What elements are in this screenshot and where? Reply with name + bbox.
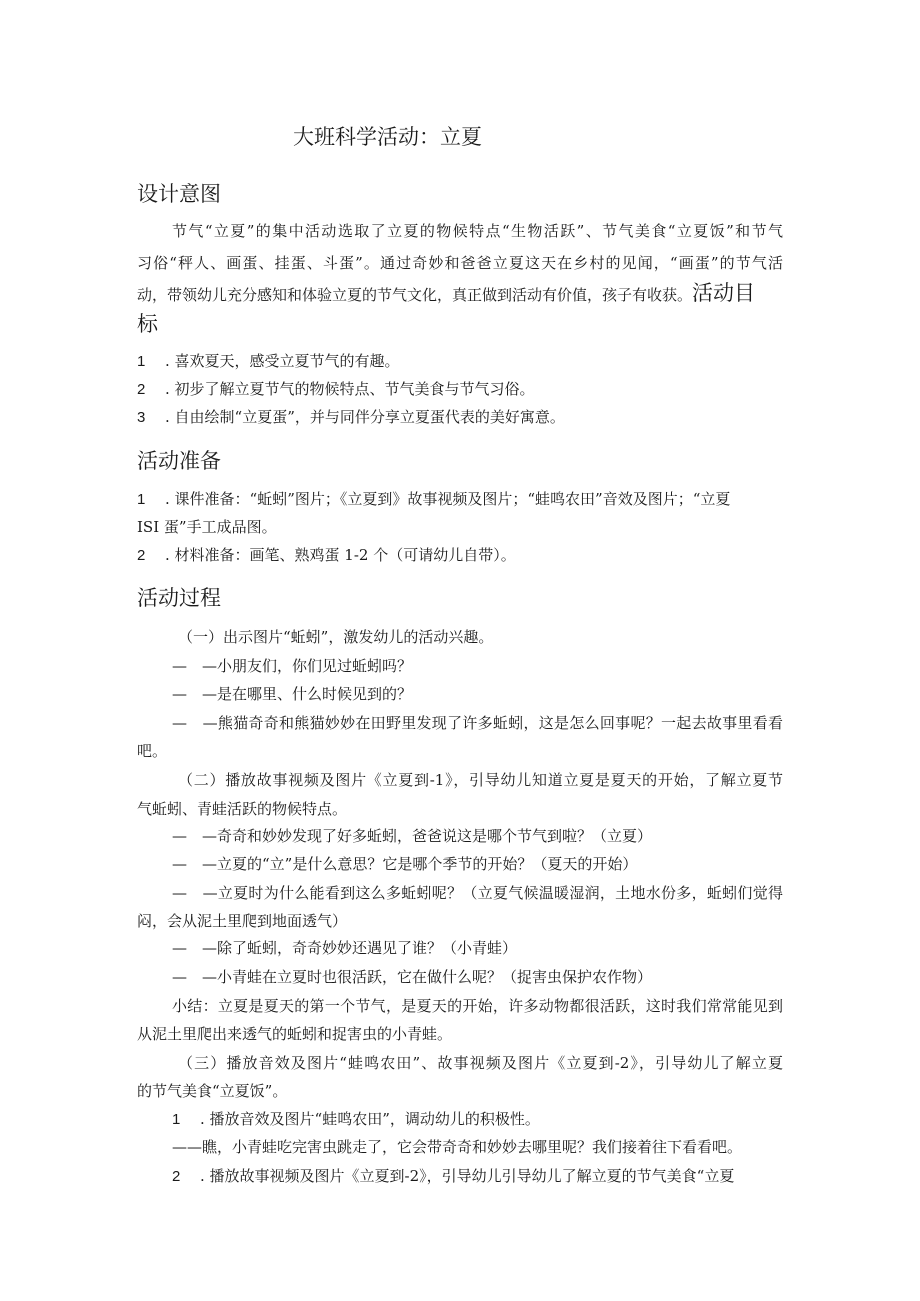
process-step-title: （三）播放音效及图片“蛙鸣农田”、故事视频及图片《立夏到-2》，引导幼儿了解立夏 [178, 1054, 783, 1072]
dialogue-line-continued: 闷，会从泥土里爬到地面透气） [137, 912, 348, 930]
design-paragraph-line: 习俗“秤人、画蛋、挂蛋、斗蛋”。通过奇妙和爸爸立夏这天在乡村的见闻，“画蛋”的节气活 [137, 254, 783, 272]
prep-text: . 材料准备：画笔、熟鸡蛋 1-2 个（可请幼儿自带）。 [165, 546, 516, 564]
sub-step-number: 2 [172, 1168, 181, 1185]
sub-step [172, 1109, 540, 1130]
goal-number: 3 [137, 409, 146, 426]
prep-item-continued: ISI 蛋”手工成品图。 [137, 518, 277, 536]
goal-number: 1 [137, 353, 146, 370]
prep-number: 1 [137, 491, 146, 508]
goal-number: 2 [137, 381, 146, 398]
section-heading-goals-continued: 标 [137, 312, 158, 336]
dialogue-line: — —小朋友们，你们见过蚯蚓吗？ [172, 657, 413, 675]
section-heading-process: 活动过程 [137, 586, 221, 610]
dialogue-line: ——瞧，小青蛙吃完害虫跳走了，它会带奇奇和妙妙去哪里呢？我们接着往下看看吧。 [172, 1138, 743, 1156]
dialogue-line: — —立夏时为什么能看到这么多蚯蚓呢？（立夏气候温暖湿润，土地水份多，蚯蚓们觉得 [172, 884, 783, 902]
prep-item [137, 489, 730, 510]
dialogue-line: — —立夏的“立”是什么意思？它是哪个季节的开始？（夏天的开始） [172, 855, 638, 873]
goal-text: . 喜欢夏天，感受立夏节气的有趣。 [165, 352, 400, 370]
process-step-title-continued: 的节气美食“立夏饭”。 [137, 1082, 288, 1100]
dialogue-line: — —小青蛙在立夏时也很活跃，它在做什么呢？（捉害虫保护农作物） [172, 968, 653, 986]
design-paragraph-text: 动，带领幼儿充分感知和体验立夏的节气文化，真正做到活动有价值，孩子有收获。 [137, 286, 693, 304]
section-heading-preparation: 活动准备 [137, 449, 221, 473]
process-step-title-continued: 气蚯蚓、青蛙活跃的物候特点。 [137, 800, 348, 818]
summary-line-continued: 从泥土里爬出来透气的蚯蚓和捉害虫的小青蛙。 [137, 1025, 453, 1043]
prep-item [137, 545, 516, 566]
dialogue-line: — —熊猫奇奇和熊猫妙妙在田野里发现了许多蚯蚓，这是怎么回事呢？一起去故事里看看 [172, 714, 783, 732]
document-title: 大班科学活动：立夏 [293, 125, 482, 149]
process-step-title: （一）出示图片“蚯蚓”，激发幼儿的活动兴趣。 [178, 628, 494, 646]
goal-item [137, 351, 400, 372]
design-paragraph-line: 节气“立夏”的集中活动选取了立夏的物候特点“生物活跃”、节气美食“立夏饭”和节气 [172, 222, 783, 240]
dialogue-line-continued: 吧。 [137, 742, 168, 760]
dialogue-line: — —除了蚯蚓，奇奇妙妙还遇见了谁？（小青蛙） [172, 939, 518, 957]
process-step-title: （二）播放故事视频及图片《立夏到-1》，引导幼儿知道立夏是夏天的开始，了解立夏节 [178, 771, 783, 789]
design-paragraph-line-with-heading [137, 283, 783, 305]
prep-text: . 课件准备：“蚯蚓”图片；《立夏到》故事视频及图片；“蛙鸣农田”音效及图片；“立夏 [165, 490, 731, 508]
goal-text: . 自由绘制“立夏蛋”，并与同伴分享立夏蛋代表的美好寓意。 [165, 408, 565, 426]
summary-line: 小结：立夏是夏天的第一个节气，是夏天的开始，许多动物都很活跃，这时我们常常能见到 [172, 997, 783, 1015]
sub-step-text: . 播放故事视频及图片《立夏到-2》，引导幼儿引导幼儿了解立夏的节气美食“立夏 [200, 1167, 735, 1185]
prep-number: 2 [137, 547, 146, 564]
dialogue-line: — —奇奇和妙妙发现了好多蚯蚓，爸爸说这是哪个节气到啦？（立夏） [172, 827, 653, 845]
goal-text: . 初步了解立夏节气的物候特点、节气美食与节气习俗。 [165, 380, 535, 398]
sub-step-text: . 播放音效及图片“蛙鸣农田”，调动幼儿的积极性。 [200, 1110, 540, 1128]
sub-step [172, 1166, 734, 1187]
sub-step-number: 1 [172, 1111, 181, 1128]
goal-item [137, 407, 565, 428]
section-heading-goals: 活动目 [692, 281, 756, 305]
section-heading-design: 设计意图 [137, 182, 221, 206]
dialogue-line: — —是在哪里、什么时候见到的？ [172, 685, 413, 703]
goal-item [137, 379, 535, 400]
